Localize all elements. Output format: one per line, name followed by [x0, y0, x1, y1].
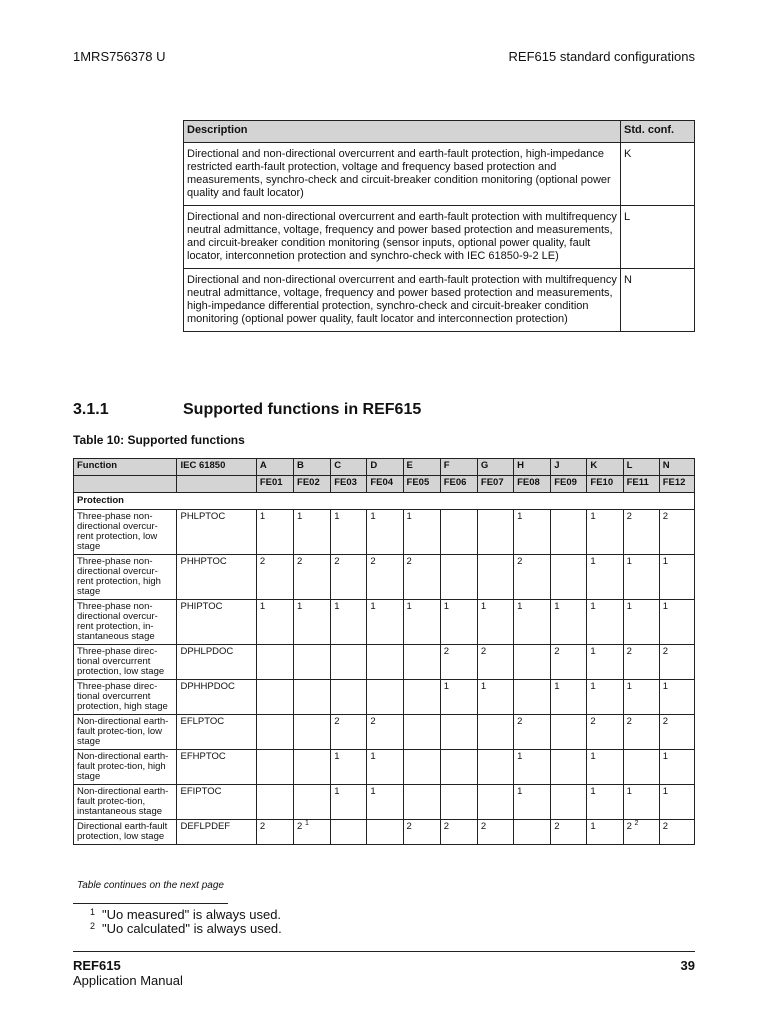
value-text: 1: [554, 601, 560, 612]
table-row: [74, 645, 695, 680]
header-fe: FE01: [256, 476, 293, 493]
conf-table-header-conf: Std. conf.: [621, 121, 695, 143]
value-cell: [367, 750, 403, 785]
value-text: 2: [443, 821, 450, 832]
value-text: 2: [443, 646, 450, 657]
footer-title: REF615: [73, 958, 121, 973]
value-cell: [367, 820, 403, 845]
value-cell: [440, 510, 477, 555]
header-fe: FE11: [623, 476, 659, 493]
section-number: 3.1.1: [73, 401, 109, 418]
header-conf: N: [659, 459, 694, 476]
value-cell: [587, 750, 623, 785]
value-cell: [514, 750, 551, 785]
header-function: Function: [74, 459, 177, 476]
value-cell: [403, 680, 440, 715]
value-text: 1: [334, 786, 340, 797]
value-cell: [514, 785, 551, 820]
value-text: 2: [626, 821, 632, 832]
value-text: 2: [480, 646, 487, 657]
value-cell: [477, 680, 513, 715]
value-text: 2: [297, 821, 303, 832]
value-cell: [440, 600, 477, 645]
value-text: 2: [480, 821, 487, 832]
header-doc-id: 1MRS756378 U: [73, 49, 166, 64]
value-cell: [294, 820, 331, 845]
value-cell: [551, 715, 587, 750]
value-cell: [403, 600, 440, 645]
value-text: 2: [370, 556, 376, 567]
value-cell: [587, 600, 623, 645]
function-name-cell: Three-phase non-directional overcur-rent protection, low stage: [74, 510, 177, 555]
header-fe: FE09: [551, 476, 587, 493]
value-text: 2: [662, 716, 669, 727]
value-cell: [659, 715, 694, 750]
value-cell: [659, 555, 694, 600]
iec-code-cell: PHHPTOC: [177, 555, 256, 600]
value-text: 2: [297, 556, 303, 567]
value-text: 2: [626, 646, 632, 657]
value-cell: [551, 820, 587, 845]
header-conf: G: [477, 459, 513, 476]
header-fe: FE03: [331, 476, 367, 493]
section-title: Supported functions in REF615: [183, 401, 422, 418]
value-cell: [403, 510, 440, 555]
value-text: 1: [590, 751, 596, 762]
value-cell: [659, 750, 694, 785]
value-cell: [477, 785, 513, 820]
supported-functions-table: [73, 458, 695, 845]
value-text: 1: [259, 601, 266, 612]
header-fe: FE12: [659, 476, 694, 493]
value-text: 2: [554, 646, 560, 657]
value-cell: [367, 645, 403, 680]
header-conf: J: [551, 459, 587, 476]
footnote-1: 1 "Uo measured" is always used.: [90, 907, 282, 922]
value-text: 1: [626, 681, 632, 692]
value-cell: [514, 510, 551, 555]
value-cell: [294, 750, 331, 785]
header-conf: A: [256, 459, 293, 476]
value-cell: [294, 785, 331, 820]
value-cell: [440, 555, 477, 600]
value-cell: [623, 510, 659, 555]
conf-description-cell: Directional and non-directional overcurrent and earth-fault protection, high-impedance restricted earth-fault protection, voltage and frequency based protection and measurements, synchro-check and circuit-breaker condition monitoring (optional power quality and fault locator): [184, 143, 621, 206]
header-conf: E: [403, 459, 440, 476]
value-text: 2: [334, 716, 340, 727]
value-cell: [514, 820, 551, 845]
value-text: 2: [662, 646, 669, 657]
value-cell: [551, 645, 587, 680]
function-name-cell: Three-phase direc-tional overcurrent protection, low stage: [74, 645, 177, 680]
header-conf: H: [514, 459, 551, 476]
value-text: 1: [370, 601, 376, 612]
value-cell: [551, 750, 587, 785]
conf-code-cell: L: [621, 206, 695, 269]
value-cell: [440, 715, 477, 750]
iec-code-cell: PHLPTOC: [177, 510, 256, 555]
header-fe: FE08: [514, 476, 551, 493]
header-fe: FE10: [587, 476, 623, 493]
value-cell: [587, 785, 623, 820]
header-blank: [74, 476, 177, 493]
value-text: 2: [259, 821, 266, 832]
value-cell: [331, 750, 367, 785]
footer-subtitle: Application Manual: [73, 973, 183, 988]
conf-code-cell: K: [621, 143, 695, 206]
header-conf: D: [367, 459, 403, 476]
value-text: 1: [662, 601, 669, 612]
header-conf: L: [623, 459, 659, 476]
value-text: 2: [554, 821, 560, 832]
value-cell: [331, 555, 367, 600]
value-cell: [551, 680, 587, 715]
value-text: 1: [590, 821, 596, 832]
value-cell: [331, 510, 367, 555]
header-fe: FE02: [294, 476, 331, 493]
value-cell: [294, 645, 331, 680]
table-row: [184, 269, 695, 332]
value-text: 1: [517, 601, 523, 612]
value-text: 1: [590, 786, 596, 797]
value-cell: [403, 555, 440, 600]
value-cell: [403, 785, 440, 820]
table-row: [74, 555, 695, 600]
value-text: 1: [590, 601, 596, 612]
value-text: 1: [334, 751, 340, 762]
footnote-ref: 2: [634, 819, 639, 827]
value-cell: [440, 750, 477, 785]
value-cell: [587, 680, 623, 715]
value-cell: [331, 715, 367, 750]
conf-description-cell: Directional and non-directional overcurrent and earth-fault protection with multifrequency neutral admittance, voltage, frequency and power based protection and measurements, and circuit-breaker condition monitoring (sensor inputs, optional power quality, fault locator, interconnetion protection and synchro-check with IEC 61850-9-2 LE): [184, 206, 621, 269]
value-cell: [477, 555, 513, 600]
value-cell: [403, 750, 440, 785]
value-cell: [256, 785, 293, 820]
value-cell: [367, 785, 403, 820]
value-text: 1: [370, 751, 376, 762]
value-cell: [551, 510, 587, 555]
value-cell: [256, 600, 293, 645]
function-name-cell: Non-directional earth-fault protec-tion, instantaneous stage: [74, 785, 177, 820]
value-cell: [623, 645, 659, 680]
value-text: 1: [443, 601, 450, 612]
header-conf: K: [587, 459, 623, 476]
value-text: 1: [370, 511, 376, 522]
header-blank: [177, 476, 256, 493]
value-cell: [623, 600, 659, 645]
value-text: 1: [626, 601, 632, 612]
header-fe: FE07: [477, 476, 513, 493]
iec-code-cell: PHIPTOC: [177, 600, 256, 645]
value-cell: [440, 820, 477, 845]
value-text: 2: [626, 511, 632, 522]
value-cell: [477, 820, 513, 845]
value-cell: [294, 680, 331, 715]
value-text: 1: [406, 601, 412, 612]
value-cell: [477, 645, 513, 680]
value-cell: [514, 645, 551, 680]
header-section: REF615 standard configurations: [508, 49, 695, 64]
value-text: 1: [590, 511, 596, 522]
function-name-cell: Directional earth-fault protection, low stage: [74, 820, 177, 845]
value-cell: [623, 715, 659, 750]
table-row: [74, 680, 695, 715]
value-cell: [551, 555, 587, 600]
conf-table-header-description: Description: [184, 121, 621, 143]
value-cell: [623, 820, 659, 845]
value-cell: [256, 645, 293, 680]
header-iec-61850: IEC 61850: [177, 459, 256, 476]
value-cell: [256, 820, 293, 845]
value-cell: [514, 680, 551, 715]
value-text: 1: [297, 511, 303, 522]
table-row: [74, 600, 695, 645]
value-text: 2: [517, 716, 523, 727]
value-text: 1: [406, 511, 412, 522]
value-cell: [331, 645, 367, 680]
header-conf: C: [331, 459, 367, 476]
value-cell: [659, 510, 694, 555]
header-conf: B: [294, 459, 331, 476]
value-cell: [367, 715, 403, 750]
value-text: 1: [443, 681, 450, 692]
value-text: 1: [517, 751, 523, 762]
value-cell: [256, 715, 293, 750]
value-text: 1: [662, 556, 669, 567]
value-text: 2: [370, 716, 376, 727]
value-text: 1: [517, 786, 523, 797]
iec-code-cell: DPHHPDOC: [177, 680, 256, 715]
value-cell: [367, 680, 403, 715]
value-cell: [331, 785, 367, 820]
function-name-cell: Three-phase non-directional overcur-rent protection, in-stantaneous stage: [74, 600, 177, 645]
value-text: 1: [590, 556, 596, 567]
footnote-ref: 1: [304, 819, 309, 827]
value-text: 1: [517, 511, 523, 522]
value-cell: [477, 600, 513, 645]
value-cell: [623, 785, 659, 820]
value-cell: [256, 750, 293, 785]
value-cell: [477, 715, 513, 750]
value-cell: [403, 715, 440, 750]
value-cell: [587, 820, 623, 845]
header-conf: F: [440, 459, 477, 476]
function-name-cell: Three-phase direc-tional overcurrent protection, high stage: [74, 680, 177, 715]
iec-code-cell: DEFLPDEF: [177, 820, 256, 845]
value-text: 2: [406, 821, 412, 832]
value-text: 1: [334, 511, 340, 522]
value-cell: [551, 785, 587, 820]
table-row: [184, 206, 695, 269]
value-cell: [659, 645, 694, 680]
value-cell: [367, 600, 403, 645]
value-text: 1: [480, 681, 487, 692]
table-continues-note: Table continues on the next page: [77, 880, 224, 891]
table-row: [74, 715, 695, 750]
value-text: 1: [662, 681, 669, 692]
table-row: [184, 143, 695, 206]
function-name-cell: Non-directional earth-fault protec-tion, high stage: [74, 750, 177, 785]
value-text: 2: [406, 556, 412, 567]
value-cell: [477, 510, 513, 555]
value-text: 1: [626, 786, 632, 797]
value-cell: [256, 555, 293, 600]
value-cell: [294, 600, 331, 645]
conf-code-cell: N: [621, 269, 695, 332]
value-cell: [367, 555, 403, 600]
conf-description-cell: Directional and non-directional overcurrent and earth-fault protection with multifrequency neutral admittance, voltage, frequency and power based protection and measurements, high-impedance differential protection, synchro-check and circuit-breaker condition monitoring (optional power quality, fault locator and interconnection protection): [184, 269, 621, 332]
function-name-cell: Non-directional earth-fault protec-tion, low stage: [74, 715, 177, 750]
value-cell: [294, 510, 331, 555]
value-cell: [256, 510, 293, 555]
configuration-table: [183, 120, 695, 332]
value-text: 1: [662, 751, 669, 762]
iec-code-cell: EFIPTOC: [177, 785, 256, 820]
value-text: 1: [370, 786, 376, 797]
value-cell: [587, 645, 623, 680]
value-text: 1: [662, 786, 669, 797]
value-text: 1: [626, 556, 632, 567]
value-cell: [587, 510, 623, 555]
value-text: 1: [334, 601, 340, 612]
value-cell: [623, 555, 659, 600]
value-cell: [623, 680, 659, 715]
value-cell: [623, 750, 659, 785]
value-cell: [331, 820, 367, 845]
value-cell: [514, 555, 551, 600]
value-cell: [659, 600, 694, 645]
value-text: 1: [259, 511, 266, 522]
table-row: [74, 820, 695, 845]
value-cell: [659, 680, 694, 715]
value-text: 2: [259, 556, 266, 567]
value-cell: [551, 600, 587, 645]
value-text: 2: [626, 716, 632, 727]
value-text: 2: [662, 511, 669, 522]
value-cell: [477, 750, 513, 785]
iec-code-cell: EFLPTOC: [177, 715, 256, 750]
page-number: 39: [680, 958, 695, 973]
footnote-divider: [73, 903, 228, 904]
iec-code-cell: EFHPTOC: [177, 750, 256, 785]
value-cell: [331, 600, 367, 645]
table-row: [74, 785, 695, 820]
value-cell: [587, 715, 623, 750]
table-row: [74, 750, 695, 785]
footnote-2: 2 "Uo calculated" is always used.: [90, 921, 282, 936]
value-text: 2: [334, 556, 340, 567]
function-name-cell: Three-phase non-directional overcur-rent protection, high stage: [74, 555, 177, 600]
value-text: 2: [517, 556, 523, 567]
value-cell: [331, 680, 367, 715]
value-text: 2: [662, 821, 669, 832]
value-cell: [294, 715, 331, 750]
value-cell: [587, 555, 623, 600]
value-cell: [294, 555, 331, 600]
value-cell: [514, 715, 551, 750]
header-fe: FE05: [403, 476, 440, 493]
value-cell: [403, 820, 440, 845]
value-cell: [659, 820, 694, 845]
value-text: 1: [297, 601, 303, 612]
section-protection: Protection: [74, 493, 695, 510]
value-cell: [403, 645, 440, 680]
table-row: [74, 510, 695, 555]
value-text: 1: [590, 646, 596, 657]
header-fe: FE04: [367, 476, 403, 493]
table-caption: Table 10: Supported functions: [73, 433, 245, 447]
value-cell: [514, 600, 551, 645]
value-text: 1: [554, 681, 560, 692]
value-text: 1: [480, 601, 487, 612]
value-cell: [367, 510, 403, 555]
iec-code-cell: DPHLPDOC: [177, 645, 256, 680]
value-cell: [440, 680, 477, 715]
value-cell: [440, 645, 477, 680]
value-text: 2: [590, 716, 596, 727]
value-text: 1: [590, 681, 596, 692]
value-cell: [659, 785, 694, 820]
footer-divider: [73, 951, 695, 952]
header-fe: FE06: [440, 476, 477, 493]
value-cell: [440, 785, 477, 820]
value-cell: [256, 680, 293, 715]
